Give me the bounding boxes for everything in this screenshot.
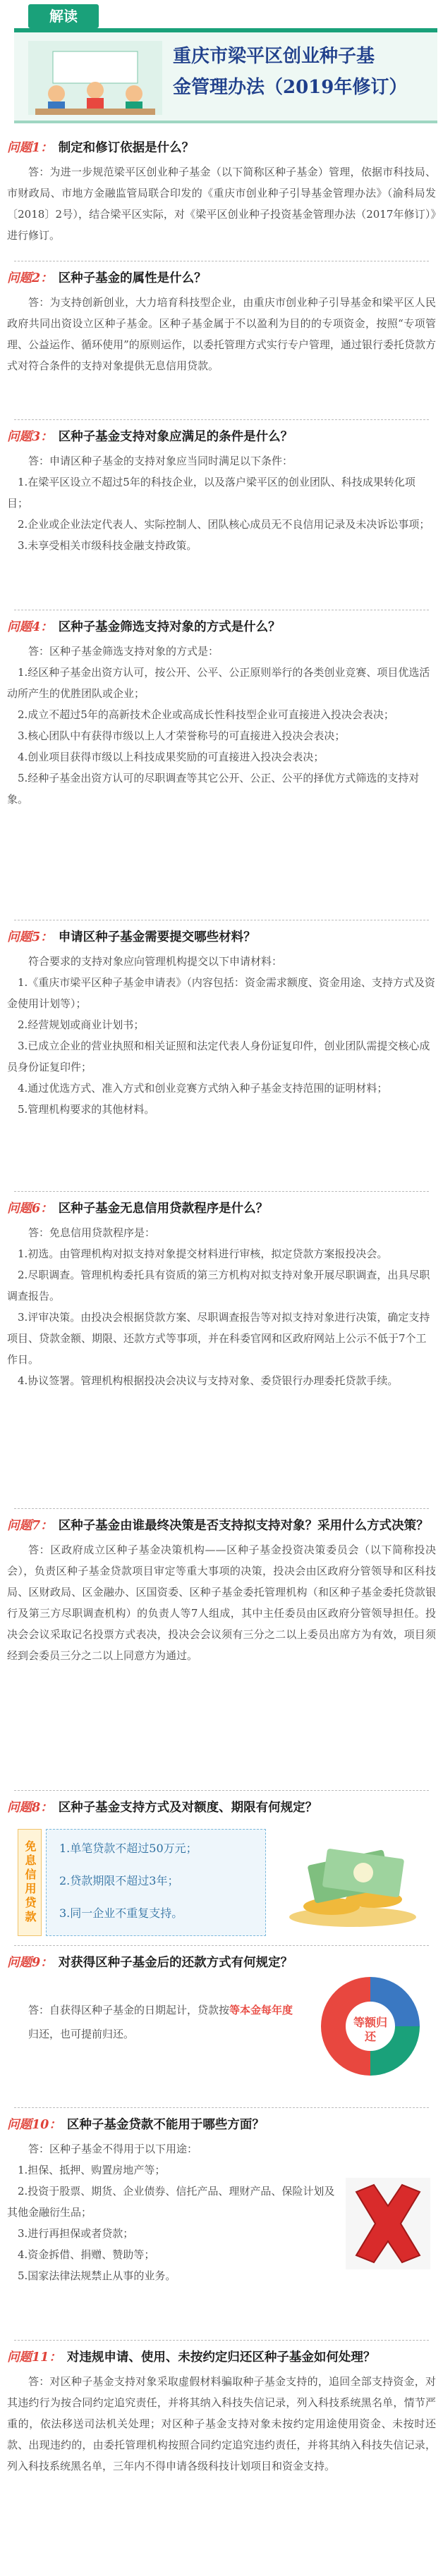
list-item: 3.核心团队中有获得市级以上人才荣誉称号的可直接进入投决会表决；	[18, 729, 346, 742]
divider	[14, 1945, 429, 1946]
divider	[14, 2340, 429, 2341]
limit-item: 2.贷款期限不超过3年；	[59, 1874, 179, 1887]
list-item: 4.资金拆借、捐赠、赞助等；	[18, 2248, 155, 2261]
question-5	[7, 927, 436, 1120]
question-title: 对获得区种子基金后的还款方式有何规定？	[58, 1956, 293, 1970]
repayment-text	[28, 1998, 296, 2046]
list-item: 1.经区种子基金出资方认可，按公开、公平、公正原则举行的各类创业竞赛、项目优选活动所产生的优胜团队或企业；	[7, 666, 430, 700]
question-9	[7, 1952, 436, 1973]
list-item: 4.创业项目获得市级以上科技成果奖励的可直接进入投决会表决；	[18, 751, 324, 763]
answer-text: 答：为支持创新创业，大力培育科技型企业，由重庆市创业种子引导基金和梁平区人民政府共同出资设立区种子基金。区种子基金属于不以盈利为目的的专项资金，按照“专项管理、公益运作、循环使用”的原则运作，以委托管理方式实行专户管理，通过银行委托贷款方式对符合条件的支持对象提供无息信用贷款。	[7, 296, 436, 372]
list-item: 3.评审决策。由投决会根据贷款方案、尽职调查报告等对拟支持对象进行决策，确定支持项目、贷款金额、期限、还款方式等事项，并在科委官网和区政府网站上公示不低于7个工作日。	[7, 1311, 430, 1366]
list-item: 2.企业或企业法定代表人、实际控制人、团队核心成员无不良信用记录及未决诉讼事项；	[18, 518, 430, 531]
question-number: 问题8：	[7, 1801, 53, 1815]
question-number: 问题5：	[7, 930, 53, 944]
loan-type-tag: 免息信用贷款	[18, 1829, 42, 1936]
list-item: 1.初选。由管理机构对拟支持对象提交材料进行审核，拟定贷款方案报投决会。	[18, 1247, 388, 1260]
list-item: 3.已成立企业的营业执照和相关证照和法定代表人身份证复印件，创业团队需提交核心成员身份证复印件；	[7, 1040, 430, 1073]
list-item: 2.尽职调查。管理机构委托具有资质的第三方机构对拟支持对象开展尽职调查，出具尽职调查报告。	[7, 1269, 430, 1302]
list-item: 1.担保、抵押、购置房地产等；	[18, 2164, 166, 2176]
repayment-highlight: 等本金每年度	[229, 2004, 293, 2016]
question-4	[7, 617, 436, 810]
answer-text: 答：对区种子基金支持对象采取虚假材料骗取种子基金支持的，追回全部支持资金，对其违约行为按合同约定追究责任，并将其纳入科技失信记录，列入科技系统黑名单，情节严重的，依法移送司法机关处理；对区种子基金支持对象未按约定用途使用资金、未按时还款、出现违约的，由委托管理机构按照合同约定追究违约责任，并将其纳入科技失信记录，列入科技系统黑名单，三年内不得申请各级科技计划项目和资金支持。	[7, 2375, 436, 2472]
list-item: 5.管理机构要求的其他材料。	[18, 1103, 155, 1116]
meeting-illustration-icon	[28, 41, 162, 115]
divider	[14, 1508, 429, 1509]
limit-box	[46, 1829, 266, 1936]
question-2	[7, 268, 436, 376]
question-title: 区种子基金支持方式及对额度、期限有何规定？	[58, 1801, 318, 1815]
question-number: 问题9：	[7, 1956, 53, 1970]
question-number: 问题11：	[7, 2350, 61, 2365]
title-line-1: 重庆市梁平区创业种子基	[173, 46, 375, 67]
question-number: 问题1：	[7, 141, 53, 155]
list-item: 4.通过优选方式、准入方式和创业竞赛方式纳入种子基金支持范围的证明材料；	[18, 1082, 388, 1095]
question-6	[7, 1198, 436, 1391]
list-item: 2.投资于股票、期货、企业债券、信托产品、理财产品、保险计划及其他金融衍生品；	[7, 2185, 335, 2219]
question-title: 区种子基金的属性是什么？	[58, 271, 207, 285]
answer-intro: 答：申请区种子基金的支持对象应当同时满足以下条件：	[28, 455, 293, 467]
list-item: 2.成立不超过5年的高新技术企业或高成长性科技型企业可直接进入投决会表决；	[18, 708, 394, 721]
title-line-2: 金管理办法（2019年修订）	[173, 77, 408, 98]
question-7	[7, 1515, 436, 1666]
divider	[14, 1790, 429, 1791]
list-item: 5.国家法律法规禁止从事的业务。	[18, 2269, 176, 2282]
question-11	[7, 2347, 436, 2477]
question-number: 问题6：	[7, 1202, 53, 1216]
limit-item: 3.同一企业不重复支持。	[59, 1906, 183, 1920]
question-1	[7, 137, 436, 246]
answer-text: 答：为进一步规范梁平区创业种子基金（以下简称区种子基金）管理，依据市科技局、市财政局、市地方金融监管局联合印发的《重庆市创业种子引导基金管理办法》（渝科局发〔2018〕2号），结合梁平区实际，对《梁平区创业种子投资基金管理办法（2017年修订）》进行修订。	[7, 166, 436, 242]
list-item: 3.未享受相关市级科技金融支持政策。	[18, 539, 198, 552]
question-8	[7, 1797, 436, 1818]
page-title	[173, 41, 434, 103]
question-title: 区种子基金无息信用贷款程序是什么？	[58, 1202, 269, 1216]
divider	[14, 419, 429, 420]
list-item: 4.协议签署。管理机构根据投决会决议与支持对象、委贷银行办理委托贷款手续。	[18, 1374, 399, 1387]
list-item: 2.经营规划或商业计划书；	[18, 1018, 145, 1031]
question-number: 问题3：	[7, 430, 53, 444]
list-item: 1.《重庆市梁平区种子基金申请表》（内容包括：资金需求额度、资金用途、支持方式及资金使用计划等）；	[7, 976, 435, 1010]
answer-text: 答：区政府成立区种子基金决策机构——区种子基金投资决策委员会（以下简称投决会），负责区种子基金贷款项目审定等重大事项的决策，投决会由区政府分管领导和区科技局、区财政局、区金融办、区国资委、区种子基金委托管理机构（和区种子基金委托贷款银行及第三方尽职调查机构）的负责人等7人组成，其中主任委员由区政府分管领导担任。投决会会议采取记名投票方式表决，投决会会议须有三分之二以上委员出席方为有效，项目须经到会委员三分之二以上同意方为通过。	[7, 1543, 436, 1662]
question-number: 问题10：	[7, 2118, 61, 2132]
answer-intro: 答：免息信用贷款程序是：	[28, 1226, 156, 1239]
question-title: 区种子基金贷款不能用于哪些方面？	[66, 2118, 265, 2132]
question-title: 制定和修订依据是什么？	[58, 141, 195, 155]
list-item: 3.进行再担保或者贷款；	[18, 2227, 134, 2240]
banner-tag: 解读	[28, 4, 99, 28]
question-title: 区种子基金由谁最终决策是否支持拟支持对象？采用什么方式决策？	[58, 1519, 429, 1533]
repayment-text-post: 归还，也可提前归还。	[28, 2028, 135, 2040]
divider	[14, 1191, 429, 1192]
question-3	[7, 426, 436, 556]
restriction-list	[7, 2138, 339, 2286]
answer-intro: 符合要求的支持对象应向管理机构提交以下申请材料：	[28, 955, 283, 968]
question-number: 问题7：	[7, 1519, 53, 1533]
question-title: 申请区种子基金需要提交哪些材料？	[58, 930, 256, 944]
repayment-text-pre: 答：自获得区种子基金的日期起计，贷款按	[28, 2004, 230, 2016]
limit-item: 1.单笔贷款不超过50万元；	[59, 1842, 198, 1855]
question-number: 问题4：	[7, 620, 53, 634]
list-item: 5.经种子基金出资方认可的尽职调查等其它公开、公正、公平的择优方式筛选的支持对象。	[7, 772, 420, 806]
question-number: 问题2：	[7, 271, 53, 285]
donut-label: 等额归还	[353, 2016, 387, 2043]
divider	[14, 2107, 429, 2108]
question-title: 对违规申请、使用、未按约定归还区种子基金如何处理？	[66, 2350, 376, 2365]
question-title: 区种子基金支持对象应满足的条件是什么？	[58, 430, 293, 444]
prohibited-x-icon	[346, 2178, 430, 2269]
question-title: 区种子基金筛选支持对象的方式是什么？	[58, 620, 281, 634]
list-item: 1.在梁平区设立不超过5年的科技企业，以及落户梁平区的创业团队、科技成果转化项目；	[7, 476, 415, 510]
money-illustration-icon	[282, 1832, 423, 1931]
answer-intro: 答：区种子基金筛选支持对象的方式是：	[28, 645, 219, 658]
answer-intro: 答：区种子基金不得用于以下用途：	[28, 2143, 198, 2155]
divider	[14, 121, 437, 123]
header-banner	[0, 0, 443, 127]
